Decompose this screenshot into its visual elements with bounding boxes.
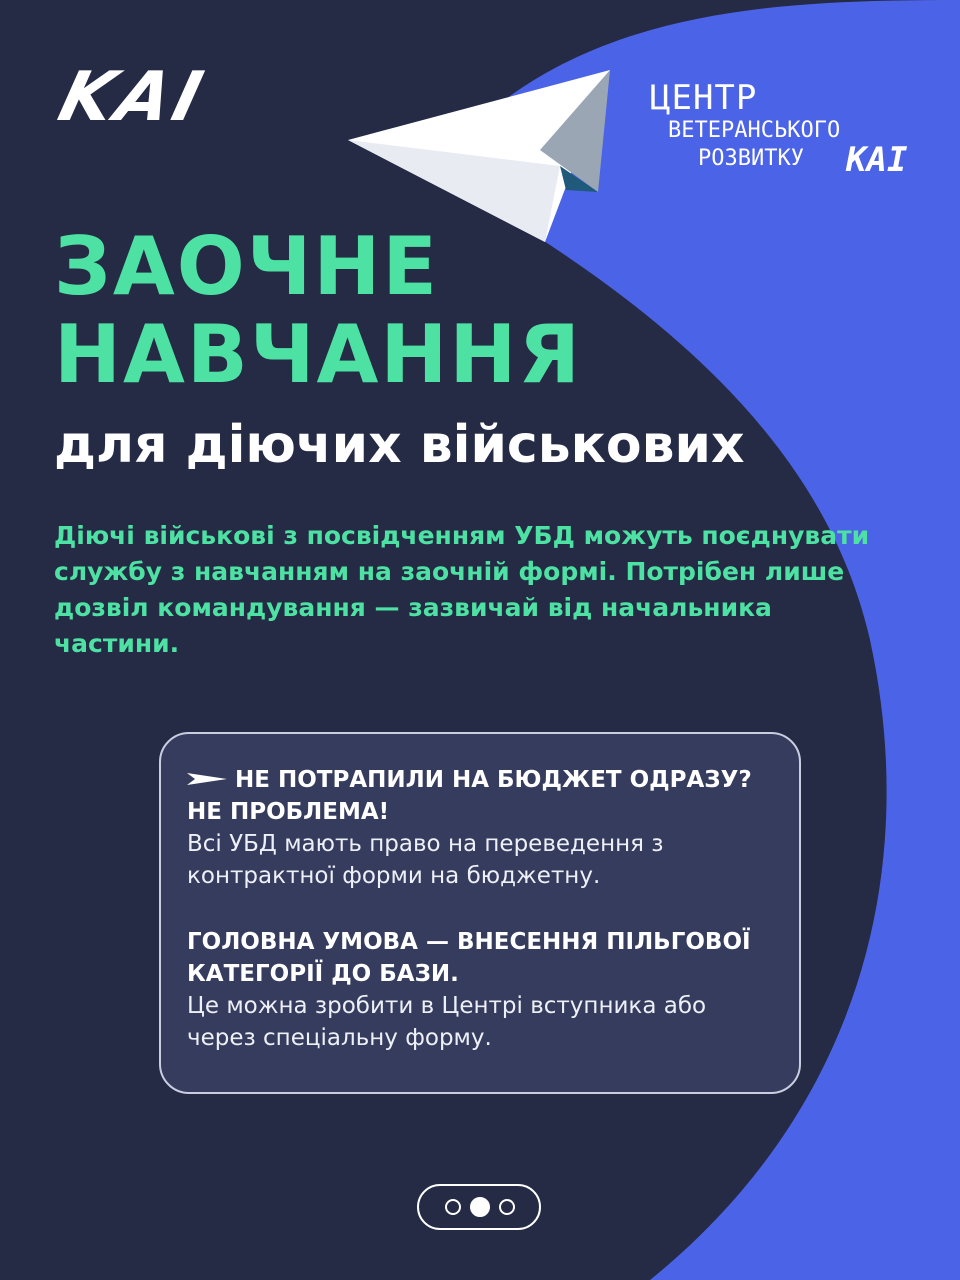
page-subtitle: для діючих військових [54,415,745,475]
carousel-pager[interactable] [417,1184,541,1230]
card-text-1: Всі УБД мають право на переведення з контрактної форми на бюджетну. [187,831,664,889]
card-heading-2: ГОЛОВНА УМОВА — ВНЕСЕННЯ ПІЛЬГОВОЇ КАТЕГОРІЇ ДО БАЗИ. [187,929,751,987]
page-title-line1: ЗАОЧНЕ [54,220,440,313]
card-heading-1-wrap [187,764,775,828]
center-logo-kai: KAI [846,140,908,180]
info-card [159,732,801,1094]
card-spacer [187,892,775,926]
kai-logo: KAI [51,58,214,137]
page-title-line2: НАВЧАННЯ [54,308,582,401]
pager-dot-3[interactable] [499,1199,515,1215]
center-logo-line1: ЦЕНТР [650,78,758,118]
card-text-2: Це можна зробити в Центрі вступника або через спеціальну форму. [187,993,707,1051]
veteran-center-logo [650,80,920,190]
intro-paragraph: Діючі військові з посвідченням УБД можуть поєднувати службу з навчанням на заочній формі. Потрібен лише дозвіл командування — зазвичай від начальника частини. [54,521,870,658]
pager-dot-1[interactable] [445,1199,461,1215]
center-logo-line2: ВЕТЕРАНСЬКОГО [668,118,841,143]
paper-plane-icon [187,770,227,788]
pager-dot-2-active[interactable] [470,1197,490,1217]
card-heading-1: НЕ ПОТРАПИЛИ НА БЮДЖЕТ ОДРАЗУ? НЕ ПРОБЛЕМА! [187,767,752,825]
center-logo-line3: РОЗВИТКУ [698,146,804,171]
